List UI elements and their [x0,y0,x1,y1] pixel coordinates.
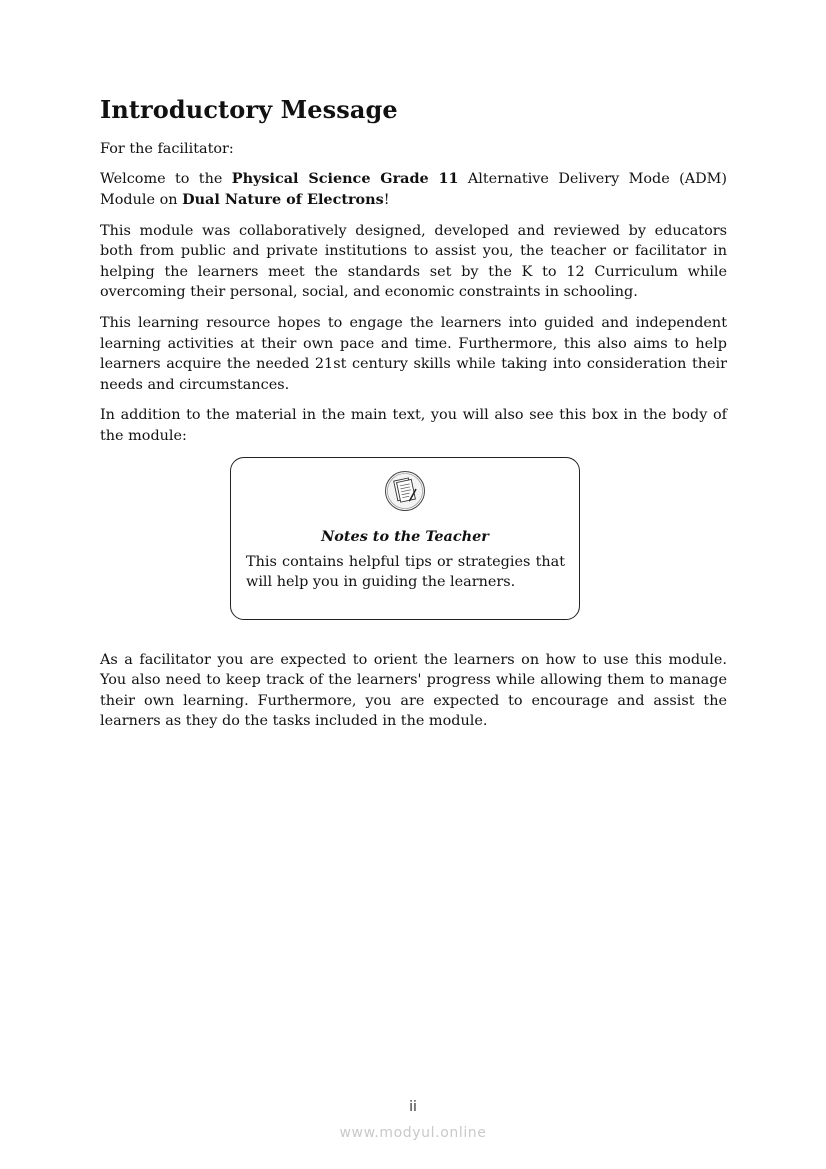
note-title: Notes to the Teacher [321,527,489,545]
box-intro-paragraph: In addition to the material in the main text, you will also see this box in the body of the module: [100,407,727,444]
notes-icon [384,470,426,512]
document-page [100,96,727,742]
welcome-paragraph [100,169,727,210]
facilitator-role-paragraph: As a facilitator you are expected to orient the learners on how to use this module. You also need to keep track of the learners' progress while allowing them to manage their own learning. Furthermore, you are expected to encourage and assist the learners as they do the tasks included in the module. [100,651,727,730]
module-description-paragraph: This module was collaboratively designed, developed and reviewed by educators both from public and private institutions to assist you, the teacher or facilitator in helping the learners meet the standards set by the K to 12 Curriculum while overcoming their personal, social, and economic constraints in schooling. [100,222,727,301]
welcome-post: ! [383,191,390,208]
notes-to-teacher-box [230,457,580,620]
note-text: This contains helpful tips or strategies that will help you in guiding the learners. [246,553,565,591]
watermark-url: www.modyul.online [339,1125,487,1141]
welcome-pre: Welcome to the [100,171,232,188]
welcome-mid: Alternative Delivery Mode (ADM) Module on [100,171,727,208]
welcome-topic: Dual Nature of Electrons [182,190,384,208]
facilitator-label: For the facilitator: [100,140,234,157]
page-title: Introductory Message [100,95,398,124]
welcome-subject: Physical Science Grade 11 [231,170,459,188]
page-number: ii [409,1099,417,1115]
learning-resource-paragraph: This learning resource hopes to engage the learners into guided and independent learning activities at their own pace and time. Furthermore, this also aims to help learners acquire the needed 21st century skills while taking into consideration their needs and circumstances. [100,314,727,393]
